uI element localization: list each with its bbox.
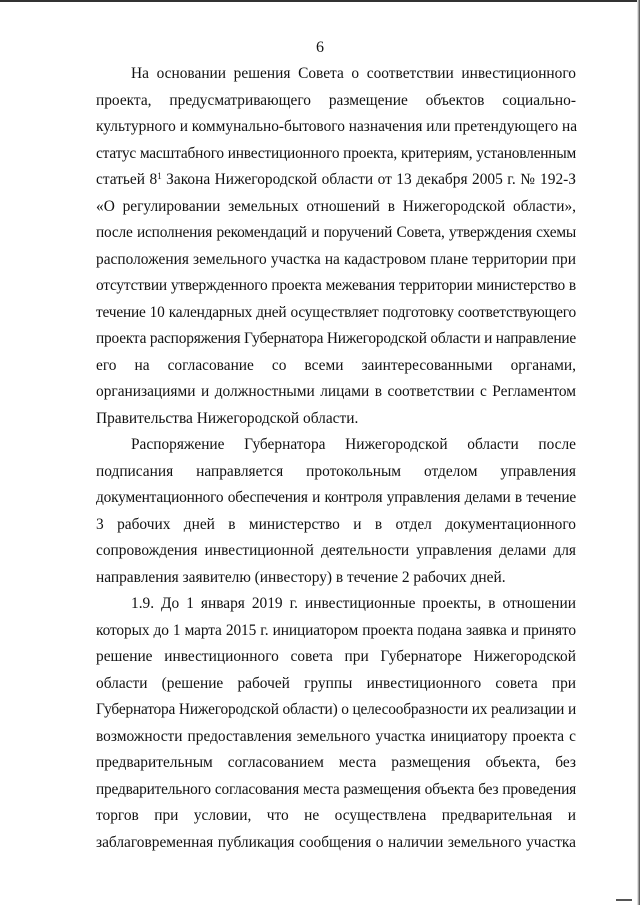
text-line: Распоряжение Губернатора Нижегородской области после <box>131 436 576 453</box>
text-line: после исполнения рекомендаций и поручений Совета, утверждения схемы <box>96 224 576 241</box>
text-line: Правительства Нижегородской области. <box>96 410 359 427</box>
text-line: Губернатора Нижегородской области) о целесообразности их реализации и <box>96 701 576 718</box>
page-number: 6 <box>316 39 324 56</box>
text-line: отсутствии утвержденного проекта межевания территории министерство в <box>96 277 576 294</box>
text-line: На основании решения Совета о соответствии инвестиционного <box>131 65 576 82</box>
text-line: «О регулировании земельных отношений в Нижегородской области», <box>96 198 576 215</box>
scan-top-border <box>0 0 640 2</box>
text-line: 3 рабочих дней в министерство и в отдел документационного <box>96 516 576 533</box>
text-line: статьей $8^1$ Закона Нижегородской области от 13 декабря 2005 г. № 192-З <box>96 171 576 188</box>
text-line: области (решение рабочей группы инвестиционного совета при <box>96 675 576 692</box>
text-line: проекта, предусматривающего размещение объектов социально- <box>96 92 576 109</box>
text-line: направления заявителю (инвестору) в течение 2 рабочих дней. <box>96 569 506 586</box>
text-line: расположения земельного участка на кадастровом плане территории при <box>96 251 576 268</box>
text-line: статус масштабного инвестиционного проекта, критериям, установленным <box>96 145 576 162</box>
text-line: предварительным согласованием места размещения объекта, без <box>96 754 576 771</box>
text-line: торгов при условии, что не осуществлена предварительная и <box>96 807 576 824</box>
scan-bottom-mark <box>616 899 632 901</box>
text-line: сопровождения инвестиционной деятельности управления делами для <box>96 542 576 559</box>
text-line: течение 10 календарных дней осуществляет подготовку соответствующего <box>96 304 576 321</box>
text-line: его на согласование со всеми заинтересованными органами, <box>96 357 576 374</box>
text-line: документационного обеспечения и контроля управления делами в течение <box>96 489 576 506</box>
text-line: которых до 1 марта 2015 г. инициатором проекта подана заявка и принято <box>96 622 576 639</box>
text-line: подписания направляется протокольным отделом управления <box>96 463 576 480</box>
text-line: 1.9. До 1 января 2019 г. инвестиционные проекты, в отношении <box>131 595 576 612</box>
text-line: культурного и коммунально-бытового назначения или претендующего на <box>96 118 578 135</box>
text-line: возможности предоставления земельного участка инициатору проекта с <box>96 728 576 745</box>
text-line: заблаговременная публикация сообщения о наличии земельного участка <box>96 834 576 851</box>
text-line: проекта распоряжения Губернатора Нижегородской области и направление <box>96 330 577 347</box>
text-line: организациями и должностными лицами в соответствии с Регламентом <box>96 383 576 400</box>
text-line: предварительного согласования места размещения объекта без проведения <box>96 781 576 798</box>
text-line: решение инвестиционного совета при Губернаторе Нижегородской <box>96 648 576 665</box>
